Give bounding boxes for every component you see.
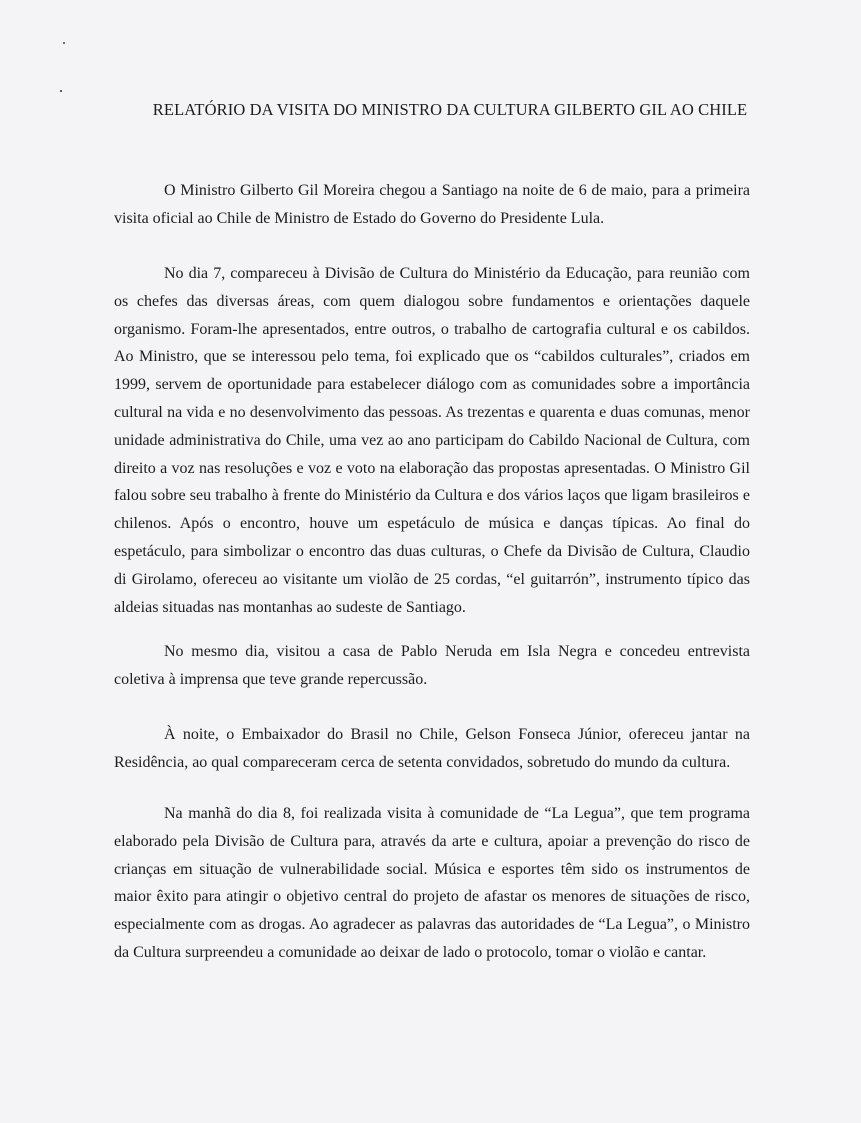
paragraph-la-legua: Na manhã do dia 8, foi realizada visita à comunidade de “La Legua”, que tem programa elaborado pela Divisão de Cultura para, através da arte e cultura, apoiar a prevenção do risco de crianças em situação de vulnerabilidade social. Música e esportes têm sido os instrumentos de maior êxito para atingir o objetivo central do projeto de afastar os menores de situações de risco, especialmente com as drogas. Ao agradecer as palavras das autoridades de “La Legua”, o Ministro da Cultura surpreendeu a comunidade ao deixar de lado o protocolo, tomar o violão e cantar. (114, 805, 750, 961)
paper-speck (63, 42, 65, 44)
paragraph-day-7: No dia 7, compareceu à Divisão de Cultura do Ministério da Educação, para reunião com os chefes das diversas áreas, com quem dialogou sobre fundamentos e orientações daquele organismo. Foram-lhe apresentados, entre outros, o trabalho de cartografia cultural e os cabildos. Ao Ministro, que se interessou pelo tema, foi explicado que os “cabildos culturales”, criados em 1999, servem de oportunidade para estabelecer diálogo com as comunidades sobre a importância cultural na vida e no desenvolvimento das pessoas. As trezentas e quarenta e duas comunas, menor unidade administrativa do Chile, uma vez ao ano participam do Cabildo Nacional de Cultura, com direito a voz nas resoluções e voz e voto na elaboração das propostas apresentadas. O Ministro Gil falou sobre seu trabalho à frente do Ministério da Cultura e dos vários laços que ligam brasileiros e chilenos. Após o encontro, houve um espetáculo de música e danças típicas. Ao final do espetáculo, para simbolizar o encontro das duas culturas, o Chefe da Divisão de Cultura, Claudio di Girolamo, ofereceu ao visitante um violão de 25 cordas, “el guitarrón”, instrumento típico das aldeias situadas nas montanhas ao sudeste de Santiago. (114, 265, 750, 616)
paragraph-embassy-dinner: À noite, o Embaixador do Brasil no Chile, Gelson Fonseca Júnior, ofereceu jantar na Residência, ao qual compareceram cerca de setenta convidados, sobretudo do mundo da cultura. (114, 726, 750, 771)
document-title: RELATÓRIO DA VISITA DO MINISTRO DA CULTURA GILBERTO GIL AO CHILE (152, 100, 748, 119)
paragraph-arrival: O Ministro Gilberto Gil Moreira chegou a Santiago na noite de 6 de maio, para a primeira visita oficial ao Chile de Ministro de Estado do Governo do Presidente Lula. (114, 182, 750, 227)
paragraph-neruda-visit: No mesmo dia, visitou a casa de Pablo Neruda em Isla Negra e concedeu entrevista coletiva à imprensa que teve grande repercussão. (114, 643, 750, 688)
paper-speck (60, 90, 62, 92)
